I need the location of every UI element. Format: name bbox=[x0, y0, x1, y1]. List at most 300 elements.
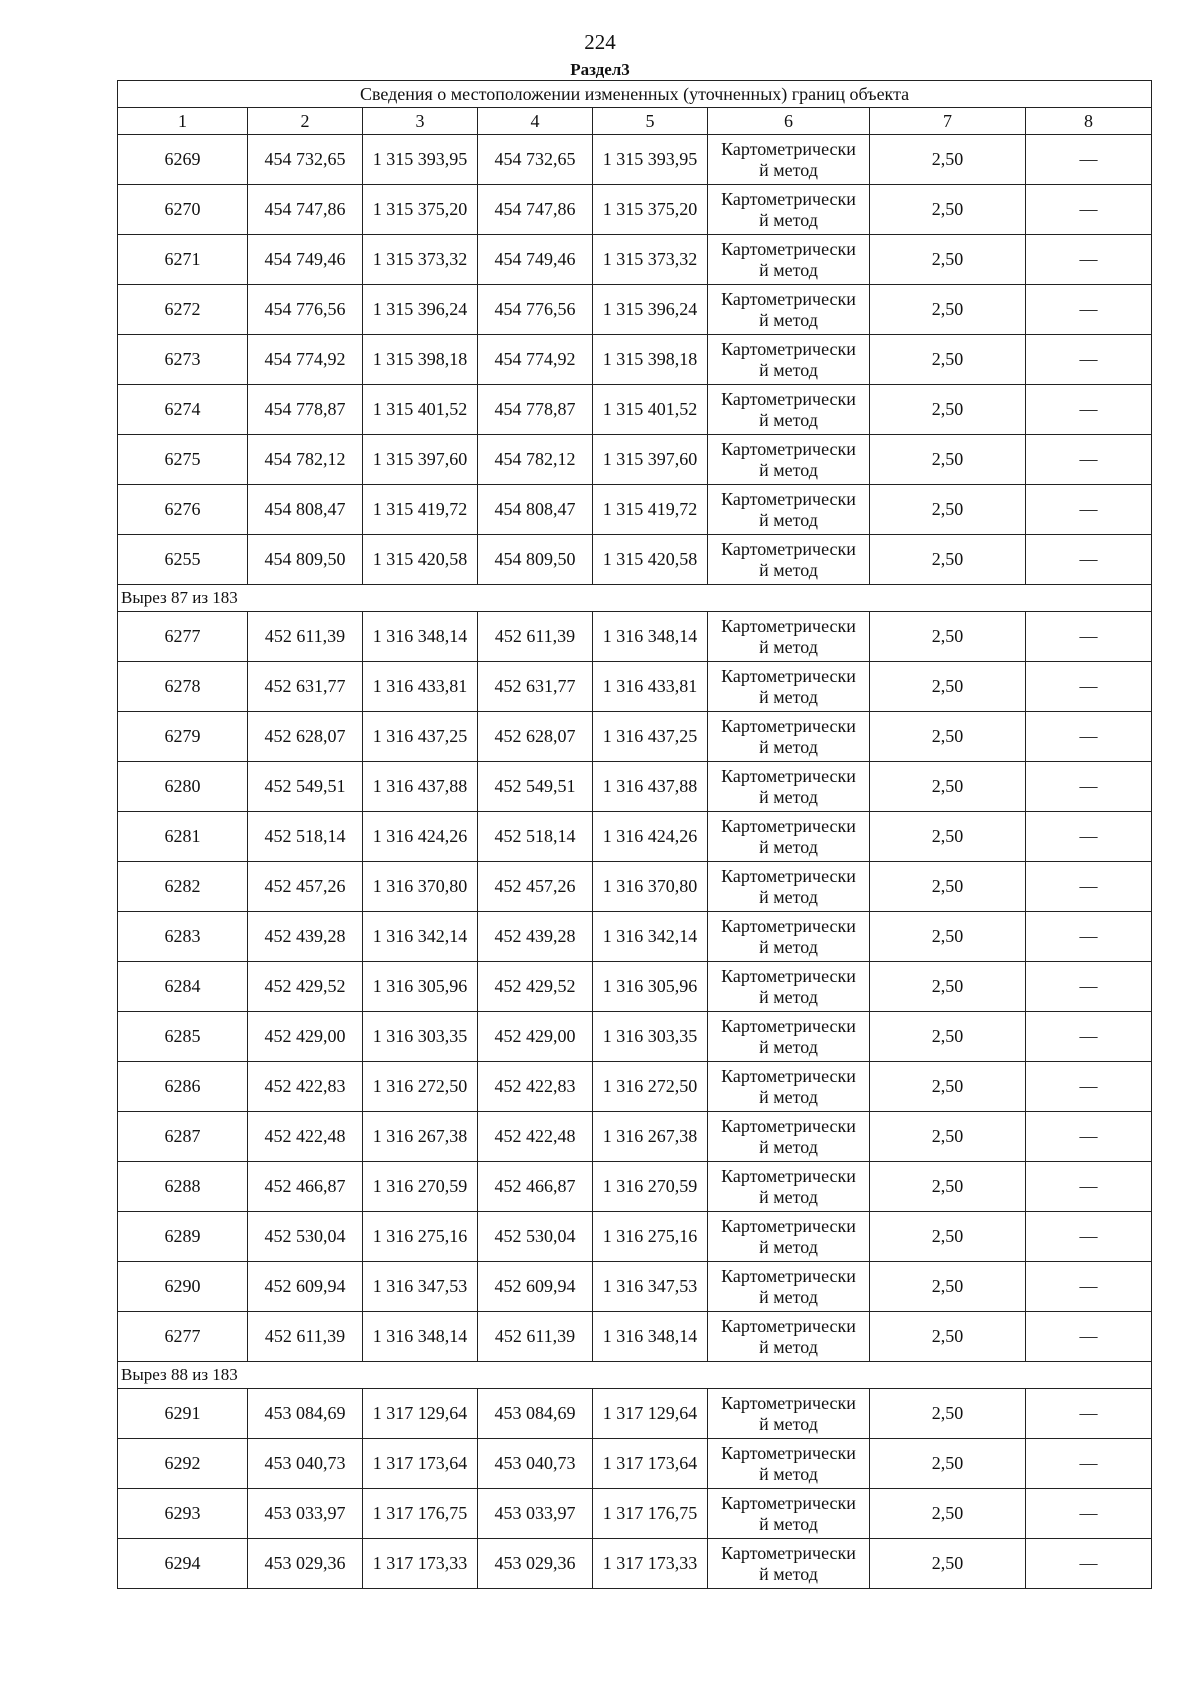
x-updated-cell: 452 422,83 bbox=[478, 1062, 593, 1112]
table-row bbox=[118, 1312, 1152, 1362]
method-line: й метод bbox=[759, 836, 818, 857]
y-updated-cell: 1 316 437,88 bbox=[593, 762, 708, 812]
x-existing-cell: 453 033,97 bbox=[248, 1489, 363, 1539]
method-cell bbox=[708, 912, 870, 962]
x-existing-cell: 454 774,92 bbox=[248, 335, 363, 385]
method-line: й метод bbox=[759, 259, 818, 280]
x-existing-cell: 452 611,39 bbox=[248, 1312, 363, 1362]
description-cell: — bbox=[1026, 812, 1152, 862]
y-existing-cell: 1 315 373,32 bbox=[363, 235, 478, 285]
precision-cell: 2,50 bbox=[870, 485, 1026, 535]
method-cell bbox=[708, 1262, 870, 1312]
method-line: Картометрически bbox=[721, 188, 856, 209]
table-row bbox=[118, 862, 1152, 912]
description-cell: — bbox=[1026, 712, 1152, 762]
x-existing-cell: 452 530,04 bbox=[248, 1212, 363, 1262]
group-header-row bbox=[118, 1362, 1152, 1389]
point-id-cell: 6286 bbox=[118, 1062, 248, 1112]
y-existing-cell: 1 316 347,53 bbox=[363, 1262, 478, 1312]
column-number: 1 bbox=[118, 108, 248, 135]
description-cell: — bbox=[1026, 1012, 1152, 1062]
table-row bbox=[118, 435, 1152, 485]
table-row bbox=[118, 335, 1152, 385]
method-cell bbox=[708, 862, 870, 912]
y-updated-cell: 1 316 275,16 bbox=[593, 1212, 708, 1262]
precision-cell: 2,50 bbox=[870, 185, 1026, 235]
method-line: Картометрически bbox=[721, 488, 856, 509]
y-updated-cell: 1 315 373,32 bbox=[593, 235, 708, 285]
x-existing-cell: 452 429,52 bbox=[248, 962, 363, 1012]
table-row bbox=[118, 285, 1152, 335]
y-existing-cell: 1 316 342,14 bbox=[363, 912, 478, 962]
method-line: й метод bbox=[759, 1286, 818, 1307]
precision-cell: 2,50 bbox=[870, 385, 1026, 435]
method-line: й метод bbox=[759, 936, 818, 957]
description-cell: — bbox=[1026, 435, 1152, 485]
x-updated-cell: 452 422,48 bbox=[478, 1112, 593, 1162]
method-line: Картометрически bbox=[721, 965, 856, 986]
point-id-cell: 6280 bbox=[118, 762, 248, 812]
method-line: й метод bbox=[759, 1463, 818, 1484]
x-existing-cell: 452 439,28 bbox=[248, 912, 363, 962]
table-row bbox=[118, 662, 1152, 712]
method-line: Картометрически bbox=[721, 1115, 856, 1136]
x-existing-cell: 454 776,56 bbox=[248, 285, 363, 335]
method-line: Картометрически bbox=[721, 1492, 856, 1513]
y-existing-cell: 1 316 370,80 bbox=[363, 862, 478, 912]
method-line: й метод bbox=[759, 309, 818, 330]
y-updated-cell: 1 316 347,53 bbox=[593, 1262, 708, 1312]
point-id-cell: 6255 bbox=[118, 535, 248, 585]
method-line: Картометрически bbox=[721, 865, 856, 886]
point-id-cell: 6279 bbox=[118, 712, 248, 762]
column-number: 8 bbox=[1026, 108, 1152, 135]
point-id-cell: 6270 bbox=[118, 185, 248, 235]
point-id-cell: 6273 bbox=[118, 335, 248, 385]
method-line: Картометрически bbox=[721, 1442, 856, 1463]
method-line: Картометрически bbox=[721, 1265, 856, 1286]
y-updated-cell: 1 315 375,20 bbox=[593, 185, 708, 235]
point-id-cell: 6287 bbox=[118, 1112, 248, 1162]
y-updated-cell: 1 317 129,64 bbox=[593, 1389, 708, 1439]
method-line: й метод bbox=[759, 1136, 818, 1157]
table-row bbox=[118, 1212, 1152, 1262]
x-updated-cell: 452 611,39 bbox=[478, 612, 593, 662]
table-row bbox=[118, 485, 1152, 535]
x-updated-cell: 452 457,26 bbox=[478, 862, 593, 912]
y-existing-cell: 1 316 270,59 bbox=[363, 1162, 478, 1212]
x-updated-cell: 452 439,28 bbox=[478, 912, 593, 962]
table-row bbox=[118, 235, 1152, 285]
y-existing-cell: 1 316 348,14 bbox=[363, 612, 478, 662]
method-line: й метод bbox=[759, 1513, 818, 1534]
precision-cell: 2,50 bbox=[870, 1062, 1026, 1112]
method-cell bbox=[708, 385, 870, 435]
y-updated-cell: 1 316 272,50 bbox=[593, 1062, 708, 1112]
x-updated-cell: 453 033,97 bbox=[478, 1489, 593, 1539]
point-id-cell: 6289 bbox=[118, 1212, 248, 1262]
precision-cell: 2,50 bbox=[870, 1162, 1026, 1212]
x-existing-cell: 452 611,39 bbox=[248, 612, 363, 662]
description-cell: — bbox=[1026, 1112, 1152, 1162]
point-id-cell: 6291 bbox=[118, 1389, 248, 1439]
method-line: й метод bbox=[759, 1036, 818, 1057]
y-updated-cell: 1 316 270,59 bbox=[593, 1162, 708, 1212]
point-id-cell: 6274 bbox=[118, 385, 248, 435]
description-cell: — bbox=[1026, 1389, 1152, 1439]
precision-cell: 2,50 bbox=[870, 1439, 1026, 1489]
method-line: Картометрически bbox=[721, 1215, 856, 1236]
point-id-cell: 6293 bbox=[118, 1489, 248, 1539]
method-cell bbox=[708, 712, 870, 762]
precision-cell: 2,50 bbox=[870, 662, 1026, 712]
method-line: й метод bbox=[759, 209, 818, 230]
method-line: й метод bbox=[759, 786, 818, 807]
y-updated-cell: 1 316 348,14 bbox=[593, 612, 708, 662]
method-line: й метод bbox=[759, 1186, 818, 1207]
precision-cell: 2,50 bbox=[870, 712, 1026, 762]
method-line: Картометрически bbox=[721, 288, 856, 309]
method-line: Картометрически bbox=[721, 915, 856, 936]
method-cell bbox=[708, 1312, 870, 1362]
x-existing-cell: 452 466,87 bbox=[248, 1162, 363, 1212]
y-updated-cell: 1 316 370,80 bbox=[593, 862, 708, 912]
x-existing-cell: 453 040,73 bbox=[248, 1439, 363, 1489]
y-existing-cell: 1 315 396,24 bbox=[363, 285, 478, 335]
x-updated-cell: 454 747,86 bbox=[478, 185, 593, 235]
precision-cell: 2,50 bbox=[870, 862, 1026, 912]
y-updated-cell: 1 317 173,64 bbox=[593, 1439, 708, 1489]
method-line: й метод bbox=[759, 1563, 818, 1584]
method-line: й метод bbox=[759, 409, 818, 430]
method-cell bbox=[708, 135, 870, 185]
precision-cell: 2,50 bbox=[870, 335, 1026, 385]
description-cell: — bbox=[1026, 912, 1152, 962]
method-line: Картометрически bbox=[721, 538, 856, 559]
table-row bbox=[118, 1162, 1152, 1212]
method-line: й метод bbox=[759, 736, 818, 757]
method-cell bbox=[708, 812, 870, 862]
description-cell: — bbox=[1026, 862, 1152, 912]
y-updated-cell: 1 315 401,52 bbox=[593, 385, 708, 435]
table-row bbox=[118, 1539, 1152, 1589]
method-line: Картометрически bbox=[721, 1315, 856, 1336]
x-updated-cell: 454 774,92 bbox=[478, 335, 593, 385]
precision-cell: 2,50 bbox=[870, 235, 1026, 285]
table-row bbox=[118, 185, 1152, 235]
method-line: Картометрически bbox=[721, 1542, 856, 1563]
table-row bbox=[118, 712, 1152, 762]
x-updated-cell: 452 628,07 bbox=[478, 712, 593, 762]
point-id-cell: 6277 bbox=[118, 612, 248, 662]
y-existing-cell: 1 315 397,60 bbox=[363, 435, 478, 485]
method-line: й метод bbox=[759, 686, 818, 707]
y-existing-cell: 1 317 129,64 bbox=[363, 1389, 478, 1439]
method-line: Картометрически bbox=[721, 138, 856, 159]
point-id-cell: 6294 bbox=[118, 1539, 248, 1589]
column-number: 4 bbox=[478, 108, 593, 135]
x-updated-cell: 453 040,73 bbox=[478, 1439, 593, 1489]
method-line: й метод bbox=[759, 886, 818, 907]
method-cell bbox=[708, 1389, 870, 1439]
description-cell: — bbox=[1026, 1439, 1152, 1489]
table-row bbox=[118, 1262, 1152, 1312]
y-updated-cell: 1 315 397,60 bbox=[593, 435, 708, 485]
table-row bbox=[118, 1489, 1152, 1539]
x-updated-cell: 452 549,51 bbox=[478, 762, 593, 812]
y-updated-cell: 1 317 176,75 bbox=[593, 1489, 708, 1539]
y-existing-cell: 1 315 419,72 bbox=[363, 485, 478, 535]
x-updated-cell: 452 429,52 bbox=[478, 962, 593, 1012]
point-id-cell: 6272 bbox=[118, 285, 248, 335]
description-cell: — bbox=[1026, 335, 1152, 385]
point-id-cell: 6283 bbox=[118, 912, 248, 962]
method-line: й метод bbox=[759, 559, 818, 580]
point-id-cell: 6277 bbox=[118, 1312, 248, 1362]
precision-cell: 2,50 bbox=[870, 285, 1026, 335]
x-updated-cell: 453 029,36 bbox=[478, 1539, 593, 1589]
x-updated-cell: 452 611,39 bbox=[478, 1312, 593, 1362]
description-cell: — bbox=[1026, 235, 1152, 285]
method-cell bbox=[708, 762, 870, 812]
y-updated-cell: 1 316 267,38 bbox=[593, 1112, 708, 1162]
x-updated-cell: 452 518,14 bbox=[478, 812, 593, 862]
y-existing-cell: 1 316 433,81 bbox=[363, 662, 478, 712]
precision-cell: 2,50 bbox=[870, 1262, 1026, 1312]
method-line: й метод bbox=[759, 1236, 818, 1257]
x-updated-cell: 452 530,04 bbox=[478, 1212, 593, 1262]
x-existing-cell: 452 422,48 bbox=[248, 1112, 363, 1162]
y-updated-cell: 1 316 424,26 bbox=[593, 812, 708, 862]
method-cell bbox=[708, 1489, 870, 1539]
point-id-cell: 6276 bbox=[118, 485, 248, 535]
y-existing-cell: 1 315 401,52 bbox=[363, 385, 478, 435]
method-line: й метод bbox=[759, 509, 818, 530]
y-existing-cell: 1 317 176,75 bbox=[363, 1489, 478, 1539]
x-existing-cell: 454 809,50 bbox=[248, 535, 363, 585]
point-id-cell: 6285 bbox=[118, 1012, 248, 1062]
description-cell: — bbox=[1026, 1212, 1152, 1262]
table-row bbox=[118, 912, 1152, 962]
method-cell bbox=[708, 1539, 870, 1589]
table-caption: Сведения о местоположении измененных (уточненных) границ объекта bbox=[118, 81, 1152, 108]
precision-cell: 2,50 bbox=[870, 1012, 1026, 1062]
x-existing-cell: 453 084,69 bbox=[248, 1389, 363, 1439]
description-cell: — bbox=[1026, 135, 1152, 185]
y-updated-cell: 1 316 437,25 bbox=[593, 712, 708, 762]
table-row bbox=[118, 1062, 1152, 1112]
precision-cell: 2,50 bbox=[870, 435, 1026, 485]
y-updated-cell: 1 317 173,33 bbox=[593, 1539, 708, 1589]
method-cell bbox=[708, 335, 870, 385]
table-row bbox=[118, 762, 1152, 812]
table-row bbox=[118, 812, 1152, 862]
method-line: Картометрически bbox=[721, 615, 856, 636]
description-cell: — bbox=[1026, 762, 1152, 812]
y-updated-cell: 1 315 420,58 bbox=[593, 535, 708, 585]
x-existing-cell: 454 778,87 bbox=[248, 385, 363, 435]
precision-cell: 2,50 bbox=[870, 1489, 1026, 1539]
y-existing-cell: 1 315 398,18 bbox=[363, 335, 478, 385]
point-id-cell: 6269 bbox=[118, 135, 248, 185]
point-id-cell: 6292 bbox=[118, 1439, 248, 1489]
method-cell bbox=[708, 285, 870, 335]
x-updated-cell: 452 429,00 bbox=[478, 1012, 593, 1062]
description-cell: — bbox=[1026, 535, 1152, 585]
description-cell: — bbox=[1026, 1062, 1152, 1112]
method-line: й метод bbox=[759, 1086, 818, 1107]
method-line: й метод bbox=[759, 636, 818, 657]
y-existing-cell: 1 315 375,20 bbox=[363, 185, 478, 235]
x-updated-cell: 454 732,65 bbox=[478, 135, 593, 185]
x-updated-cell: 454 782,12 bbox=[478, 435, 593, 485]
precision-cell: 2,50 bbox=[870, 1212, 1026, 1262]
method-line: й метод bbox=[759, 359, 818, 380]
description-cell: — bbox=[1026, 962, 1152, 1012]
method-line: й метод bbox=[759, 459, 818, 480]
method-cell bbox=[708, 1162, 870, 1212]
description-cell: — bbox=[1026, 662, 1152, 712]
x-updated-cell: 452 466,87 bbox=[478, 1162, 593, 1212]
method-cell bbox=[708, 185, 870, 235]
description-cell: — bbox=[1026, 185, 1152, 235]
table-row bbox=[118, 612, 1152, 662]
x-existing-cell: 452 429,00 bbox=[248, 1012, 363, 1062]
method-cell bbox=[708, 485, 870, 535]
description-cell: — bbox=[1026, 612, 1152, 662]
precision-cell: 2,50 bbox=[870, 535, 1026, 585]
y-updated-cell: 1 315 398,18 bbox=[593, 335, 708, 385]
x-updated-cell: 454 778,87 bbox=[478, 385, 593, 435]
table-row bbox=[118, 1112, 1152, 1162]
column-number: 6 bbox=[708, 108, 870, 135]
x-existing-cell: 454 749,46 bbox=[248, 235, 363, 285]
x-updated-cell: 453 084,69 bbox=[478, 1389, 593, 1439]
x-updated-cell: 452 609,94 bbox=[478, 1262, 593, 1312]
method-cell bbox=[708, 612, 870, 662]
y-updated-cell: 1 316 433,81 bbox=[593, 662, 708, 712]
table-row bbox=[118, 1389, 1152, 1439]
group-label: Вырез 87 из 183 bbox=[118, 585, 1152, 612]
description-cell: — bbox=[1026, 385, 1152, 435]
y-updated-cell: 1 316 305,96 bbox=[593, 962, 708, 1012]
description-cell: — bbox=[1026, 1162, 1152, 1212]
x-existing-cell: 452 549,51 bbox=[248, 762, 363, 812]
description-cell: — bbox=[1026, 485, 1152, 535]
x-updated-cell: 454 749,46 bbox=[478, 235, 593, 285]
precision-cell: 2,50 bbox=[870, 1312, 1026, 1362]
method-cell bbox=[708, 1439, 870, 1489]
method-line: Картометрически bbox=[721, 388, 856, 409]
method-cell bbox=[708, 1212, 870, 1262]
method-cell bbox=[708, 1012, 870, 1062]
method-line: Картометрически bbox=[721, 815, 856, 836]
y-updated-cell: 1 315 393,95 bbox=[593, 135, 708, 185]
precision-cell: 2,50 bbox=[870, 1389, 1026, 1439]
x-updated-cell: 452 631,77 bbox=[478, 662, 593, 712]
method-line: Картометрически bbox=[721, 338, 856, 359]
method-line: й метод bbox=[759, 986, 818, 1007]
y-existing-cell: 1 316 424,26 bbox=[363, 812, 478, 862]
y-updated-cell: 1 315 396,24 bbox=[593, 285, 708, 335]
method-line: Картометрически bbox=[721, 438, 856, 459]
x-updated-cell: 454 776,56 bbox=[478, 285, 593, 335]
precision-cell: 2,50 bbox=[870, 1539, 1026, 1589]
precision-cell: 2,50 bbox=[870, 135, 1026, 185]
table-row bbox=[118, 962, 1152, 1012]
description-cell: — bbox=[1026, 1539, 1152, 1589]
method-cell bbox=[708, 235, 870, 285]
table-row bbox=[118, 135, 1152, 185]
table-row bbox=[118, 1439, 1152, 1489]
method-cell bbox=[708, 435, 870, 485]
precision-cell: 2,50 bbox=[870, 962, 1026, 1012]
method-cell bbox=[708, 1112, 870, 1162]
method-line: Картометрически bbox=[721, 1392, 856, 1413]
x-existing-cell: 454 782,12 bbox=[248, 435, 363, 485]
point-id-cell: 6290 bbox=[118, 1262, 248, 1312]
description-cell: — bbox=[1026, 1489, 1152, 1539]
point-id-cell: 6271 bbox=[118, 235, 248, 285]
y-existing-cell: 1 317 173,64 bbox=[363, 1439, 478, 1489]
method-cell bbox=[708, 1062, 870, 1112]
x-updated-cell: 454 808,47 bbox=[478, 485, 593, 535]
x-existing-cell: 454 747,86 bbox=[248, 185, 363, 235]
x-existing-cell: 454 808,47 bbox=[248, 485, 363, 535]
precision-cell: 2,50 bbox=[870, 912, 1026, 962]
point-id-cell: 6282 bbox=[118, 862, 248, 912]
method-line: Картометрически bbox=[721, 665, 856, 686]
description-cell: — bbox=[1026, 285, 1152, 335]
y-existing-cell: 1 315 420,58 bbox=[363, 535, 478, 585]
page-number: 224 bbox=[584, 30, 616, 54]
y-existing-cell: 1 316 272,50 bbox=[363, 1062, 478, 1112]
column-number-row bbox=[118, 108, 1152, 135]
section-title: Раздел3 bbox=[570, 60, 630, 79]
column-number: 7 bbox=[870, 108, 1026, 135]
column-number: 5 bbox=[593, 108, 708, 135]
y-existing-cell: 1 316 437,88 bbox=[363, 762, 478, 812]
point-id-cell: 6281 bbox=[118, 812, 248, 862]
table-body bbox=[118, 135, 1152, 1589]
x-existing-cell: 452 631,77 bbox=[248, 662, 363, 712]
x-existing-cell: 452 457,26 bbox=[248, 862, 363, 912]
method-line: Картометрически bbox=[721, 1165, 856, 1186]
x-existing-cell: 452 518,14 bbox=[248, 812, 363, 862]
method-line: й метод bbox=[759, 1336, 818, 1357]
method-cell bbox=[708, 662, 870, 712]
x-existing-cell: 453 029,36 bbox=[248, 1539, 363, 1589]
x-existing-cell: 452 422,83 bbox=[248, 1062, 363, 1112]
y-existing-cell: 1 316 267,38 bbox=[363, 1112, 478, 1162]
table-row bbox=[118, 1012, 1152, 1062]
method-line: Картометрически bbox=[721, 715, 856, 736]
y-existing-cell: 1 315 393,95 bbox=[363, 135, 478, 185]
column-number: 2 bbox=[248, 108, 363, 135]
point-id-cell: 6288 bbox=[118, 1162, 248, 1212]
precision-cell: 2,50 bbox=[870, 762, 1026, 812]
column-number: 3 bbox=[363, 108, 478, 135]
point-id-cell: 6284 bbox=[118, 962, 248, 1012]
precision-cell: 2,50 bbox=[870, 1112, 1026, 1162]
table-row bbox=[118, 385, 1152, 435]
method-line: й метод bbox=[759, 159, 818, 180]
x-existing-cell: 452 609,94 bbox=[248, 1262, 363, 1312]
group-header-row bbox=[118, 585, 1152, 612]
table-row bbox=[118, 535, 1152, 585]
description-cell: — bbox=[1026, 1312, 1152, 1362]
method-line: Картометрически bbox=[721, 1065, 856, 1086]
